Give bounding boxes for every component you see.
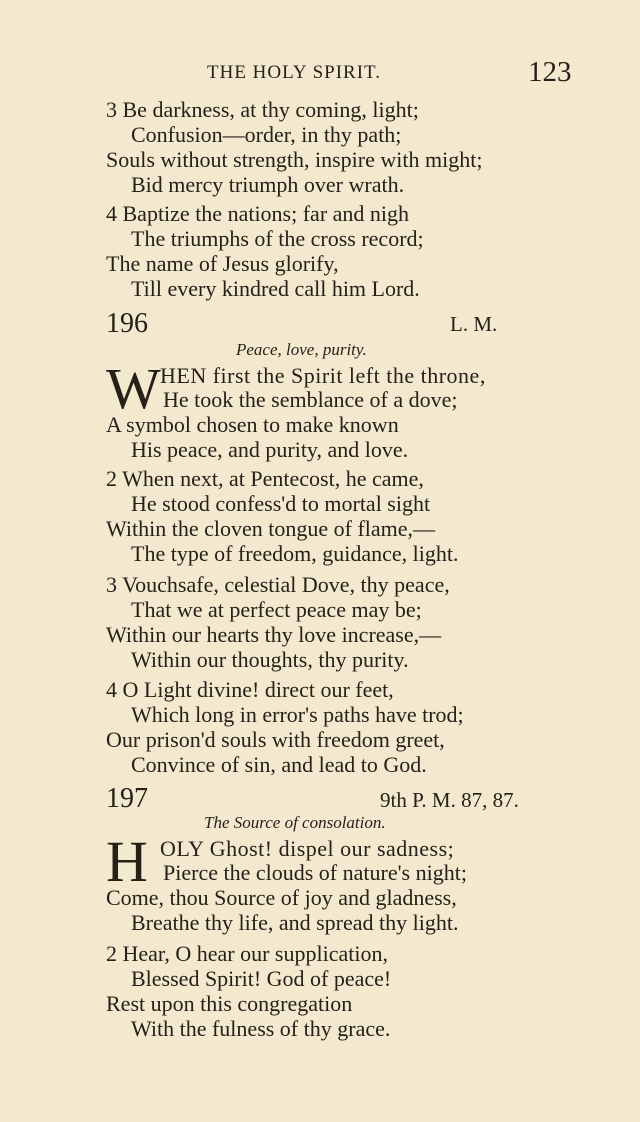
verse-line: Till every kindred call him Lord. <box>131 276 420 301</box>
page-header <box>0 56 640 90</box>
hymn-number: 197 <box>106 783 148 814</box>
verse-line: Convince of sin, and lead to God. <box>131 752 427 777</box>
verse-line: That we at perfect peace may be; <box>131 597 422 622</box>
hymn-subtitle: The Source of consolation. <box>204 813 386 832</box>
verse-line: Within our hearts thy love increase,— <box>106 622 442 647</box>
verse-line: The name of Jesus glorify, <box>106 251 339 276</box>
verse-line: The triumphs of the cross record; <box>131 226 424 251</box>
verse-line: Rest upon this congregation <box>106 991 353 1016</box>
verse-first-line: OLY Ghost! dispel our sadness; <box>160 836 455 861</box>
verse-line: 4 Baptize the nations; far and nigh <box>106 201 410 226</box>
verse-line: His peace, and purity, and love. <box>131 437 409 462</box>
verse-line: Within our thoughts, thy purity. <box>131 647 409 672</box>
verse-first-line: HEN first the Spirit left the throne, <box>160 363 486 388</box>
verse-line: Breathe thy life, and spread thy light. <box>131 910 459 935</box>
hymn-meter: 9th P. M. 87, 87. <box>380 788 519 812</box>
hymn-subtitle: Peace, love, purity. <box>236 340 367 359</box>
drop-cap: H <box>106 829 148 894</box>
verse-line: 3 Be darkness, at thy coming, light; <box>106 97 419 122</box>
verse-line: 2 When next, at Pentecost, he came, <box>106 466 424 491</box>
verse-line: Our prison'd souls with freedom greet, <box>106 727 445 752</box>
verse-line: Souls without strength, inspire with might; <box>106 147 483 172</box>
verse-line: With the fulness of thy grace. <box>131 1016 391 1041</box>
running-head: THE HOLY SPIRIT. <box>207 62 382 83</box>
verse-line: 2 Hear, O hear our supplication, <box>106 941 388 966</box>
verse-line: Confusion—order, in thy path; <box>131 122 402 147</box>
verse-line: Come, thou Source of joy and gladness, <box>106 885 457 910</box>
verse-line: Pierce the clouds of nature's night; <box>163 860 467 885</box>
verse-line: He took the semblance of a dove; <box>163 387 458 412</box>
drop-cap: W <box>106 356 161 421</box>
verse-line: 3 Vouchsafe, celestial Dove, thy peace, <box>106 572 450 597</box>
hymn-number: 196 <box>106 308 148 339</box>
verse-line: Blessed Spirit! God of peace! <box>131 966 392 991</box>
verse-line: Within the cloven tongue of flame,— <box>106 516 436 541</box>
hymn-meter: L. M. <box>450 312 498 336</box>
verse-line: He stood confess'd to mortal sight <box>131 491 431 516</box>
verse-line: A symbol chosen to make known <box>106 412 399 437</box>
verse-line: 4 O Light divine! direct our feet, <box>106 677 394 702</box>
verse-line: The type of freedom, guidance, light. <box>131 541 459 566</box>
page-number: 123 <box>528 56 572 88</box>
verse-line: Which long in error's paths have trod; <box>131 702 464 727</box>
verse-line: Bid mercy triumph over wrath. <box>131 172 405 197</box>
